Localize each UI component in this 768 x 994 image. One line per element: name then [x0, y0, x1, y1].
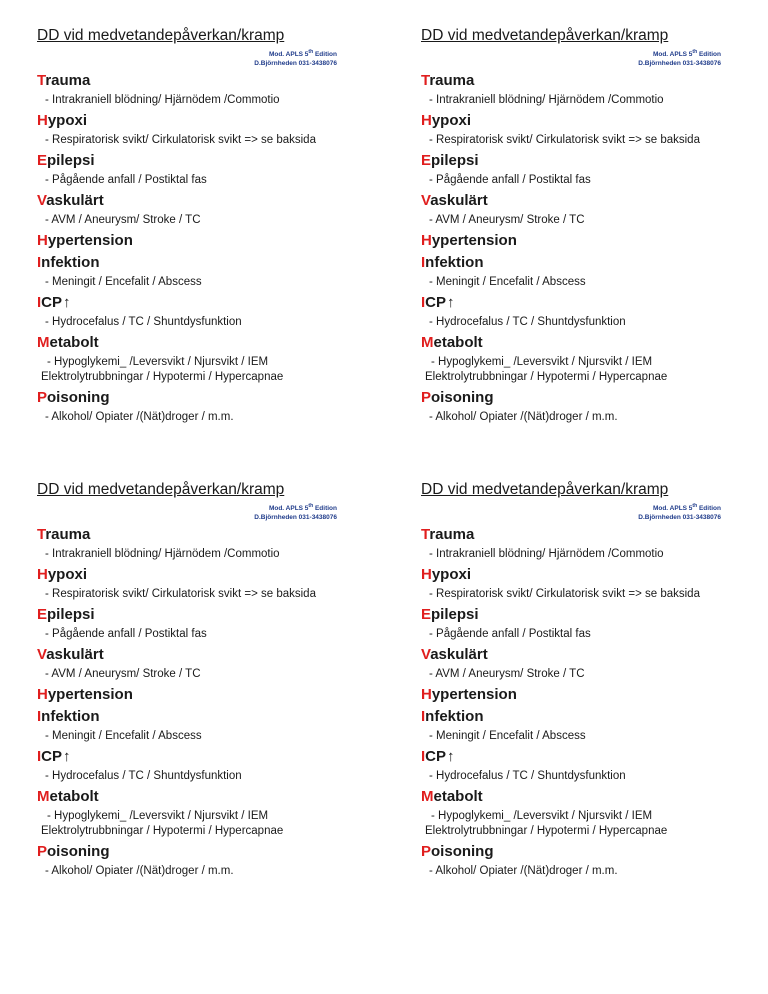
dd-heading — [37, 788, 377, 806]
dd-detail — [37, 315, 377, 330]
heading-text: oisoning — [431, 389, 494, 407]
arrow-up-icon: ↑ — [63, 748, 71, 766]
dd-heading — [421, 112, 761, 130]
detail-text-continued: Elektrolytrubbningar / Hypotermi / Hypercapnae — [425, 371, 668, 384]
dd-heading — [37, 566, 377, 584]
heading-text: ypertension — [431, 232, 517, 250]
heading-text: nfektion — [425, 254, 484, 272]
dd-card — [37, 480, 377, 879]
dd-detail — [37, 173, 377, 188]
heading-text: oisoning — [47, 843, 110, 861]
credit-edition — [421, 502, 721, 513]
credit-superscript: th — [308, 503, 314, 509]
card-title: DD vid medvetandepåverkan/kramp — [37, 481, 285, 498]
mnemonic-letter: I — [421, 748, 426, 766]
mnemonic-letter: M — [421, 334, 434, 352]
detail-text: - AVM / Aneurysm/ Stroke / TC — [45, 214, 201, 227]
credit-edition-suffix: Edition — [697, 51, 721, 59]
dd-heading — [37, 748, 377, 766]
detail-text: - Intrakraniell blödning/ Hjärnödem /Commotio — [45, 548, 280, 561]
dd-list — [421, 72, 761, 425]
detail-text: - Intrakraniell blödning/ Hjärnödem /Commotio — [429, 94, 664, 107]
dd-heading — [421, 606, 761, 624]
detail-text: - Hypoglykemi_ /Leversvikt / Njursvikt / IEM — [431, 356, 653, 369]
credit-superscript: th — [308, 49, 314, 55]
card-title: DD vid medvetandepåverkan/kramp — [421, 481, 669, 498]
dd-detail — [421, 410, 761, 425]
mnemonic-letter: I — [421, 254, 426, 272]
heading-text: CP — [425, 748, 447, 766]
mnemonic-letter: H — [421, 566, 432, 584]
detail-text: - Pågående anfall / Postiktal fas — [429, 174, 591, 187]
dd-heading — [421, 708, 761, 726]
heading-text: askulärt — [46, 192, 104, 210]
heading-text: ypertension — [47, 232, 133, 250]
detail-text: - Hydrocefalus / TC / Shuntdysfunktion — [429, 770, 626, 783]
dd-heading — [421, 254, 761, 272]
arrow-up-icon: ↑ — [447, 748, 455, 766]
dd-detail — [421, 275, 761, 290]
detail-text: - Alkohol/ Opiater /(Nät)droger / m.m. — [45, 865, 234, 878]
dd-card — [421, 26, 761, 425]
dd-heading — [421, 72, 761, 90]
detail-text: - Hypoglykemi_ /Leversvikt / Njursvikt / IEM — [47, 356, 269, 369]
mnemonic-letter: V — [37, 192, 47, 210]
detail-text: - Meningit / Encefalit / Abscess — [45, 276, 202, 289]
dd-heading — [37, 254, 377, 272]
detail-text: - Pågående anfall / Postiktal fas — [45, 174, 207, 187]
dd-heading — [421, 192, 761, 210]
detail-text: - Hypoglykemi_ /Leversvikt / Njursvikt / IEM — [431, 810, 653, 823]
dd-card — [37, 26, 377, 425]
dd-heading — [421, 566, 761, 584]
dd-detail — [37, 410, 377, 425]
detail-text: - Meningit / Encefalit / Abscess — [429, 730, 586, 743]
mnemonic-letter: I — [37, 294, 42, 312]
mnemonic-letter: T — [37, 526, 46, 544]
detail-text: - Respiratorisk svikt/ Cirkulatorisk svikt => se baksida — [45, 588, 316, 601]
dd-heading — [421, 843, 761, 861]
dd-card — [421, 480, 761, 879]
dd-detail — [421, 864, 761, 879]
heading-text: pilepsi — [431, 606, 479, 624]
dd-detail — [37, 864, 377, 879]
mnemonic-letter: P — [421, 843, 432, 861]
heading-text: ypertension — [431, 686, 517, 704]
detail-text: - Alkohol/ Opiater /(Nät)droger / m.m. — [429, 411, 618, 424]
dd-heading — [37, 112, 377, 130]
dd-detail — [421, 769, 761, 784]
heading-text: CP — [425, 294, 447, 312]
dd-heading — [421, 389, 761, 407]
credit-author: D.Björnheden 031-3438076 — [638, 514, 721, 522]
heading-text: nfektion — [41, 254, 100, 272]
dd-heading — [37, 232, 377, 250]
heading-text: CP — [41, 748, 63, 766]
detail-text: - Respiratorisk svikt/ Cirkulatorisk svikt => se baksida — [429, 588, 700, 601]
detail-text: - AVM / Aneurysm/ Stroke / TC — [429, 214, 585, 227]
dd-detail — [37, 275, 377, 290]
mnemonic-letter: E — [421, 152, 432, 170]
heading-text: etabolt — [49, 788, 99, 806]
detail-text: - Intrakraniell blödning/ Hjärnödem /Commotio — [429, 548, 664, 561]
heading-text: rauma — [45, 72, 91, 90]
dd-heading — [421, 788, 761, 806]
detail-text: - Pågående anfall / Postiktal fas — [45, 628, 207, 641]
mnemonic-letter: E — [37, 606, 48, 624]
mnemonic-letter: I — [421, 294, 426, 312]
dd-detail — [421, 315, 761, 330]
dd-heading — [37, 152, 377, 170]
detail-text: - Pågående anfall / Postiktal fas — [429, 628, 591, 641]
dd-heading — [37, 686, 377, 704]
mnemonic-letter: H — [421, 112, 432, 130]
heading-text: askulärt — [430, 192, 488, 210]
mnemonic-letter: H — [37, 566, 48, 584]
card-title: DD vid medvetandepåverkan/kramp — [421, 27, 669, 44]
card-title: DD vid medvetandepåverkan/kramp — [37, 27, 285, 44]
dd-heading — [421, 232, 761, 250]
detail-text: - Alkohol/ Opiater /(Nät)droger / m.m. — [429, 865, 618, 878]
detail-text-continued: Elektrolytrubbningar / Hypotermi / Hypercapnae — [425, 825, 668, 838]
heading-text: rauma — [429, 72, 475, 90]
dd-detail — [421, 547, 761, 562]
detail-text: - Hydrocefalus / TC / Shuntdysfunktion — [45, 770, 242, 783]
detail-text: - Hydrocefalus / TC / Shuntdysfunktion — [45, 316, 242, 329]
dd-detail — [421, 133, 761, 148]
detail-text: - Hydrocefalus / TC / Shuntdysfunktion — [429, 316, 626, 329]
dd-heading — [421, 526, 761, 544]
dd-detail — [37, 809, 377, 839]
credit-edition-suffix: Edition — [313, 505, 337, 513]
heading-text: pilepsi — [47, 152, 95, 170]
mnemonic-letter: H — [37, 686, 48, 704]
dd-detail — [37, 213, 377, 228]
mnemonic-letter: H — [37, 232, 48, 250]
heading-text: ypoxi — [47, 112, 88, 130]
mnemonic-letter: T — [421, 526, 430, 544]
mnemonic-letter: V — [37, 646, 47, 664]
dd-detail — [421, 667, 761, 682]
dd-detail — [37, 547, 377, 562]
dd-detail — [421, 627, 761, 642]
dd-detail — [421, 213, 761, 228]
dd-heading — [37, 646, 377, 664]
heading-text: askulärt — [46, 646, 104, 664]
credit-edition-text: Mod. APLS 5 — [652, 51, 693, 59]
arrow-up-icon: ↑ — [447, 294, 455, 312]
detail-text-continued: Elektrolytrubbningar / Hypotermi / Hypercapnae — [41, 371, 284, 384]
heading-text: pilepsi — [47, 606, 95, 624]
dd-detail — [37, 729, 377, 744]
dd-detail — [37, 93, 377, 108]
dd-heading — [37, 192, 377, 210]
credit-author: D.Björnheden 031-3438076 — [638, 60, 721, 68]
heading-text: etabolt — [433, 334, 483, 352]
credit-author: D.Björnheden 031-3438076 — [254, 514, 337, 522]
credit-edition — [37, 48, 337, 59]
heading-text: nfektion — [425, 708, 484, 726]
mnemonic-letter: M — [37, 334, 50, 352]
detail-text: - Alkohol/ Opiater /(Nät)droger / m.m. — [45, 411, 234, 424]
heading-text: oisoning — [431, 843, 494, 861]
mnemonic-letter: T — [37, 72, 46, 90]
dd-detail — [37, 627, 377, 642]
credit-author: D.Björnheden 031-3438076 — [254, 60, 337, 68]
dd-list — [37, 72, 377, 425]
heading-text: ypoxi — [47, 566, 88, 584]
dd-heading — [421, 686, 761, 704]
detail-text: - AVM / Aneurysm/ Stroke / TC — [45, 668, 201, 681]
heading-text: ypoxi — [431, 112, 472, 130]
dd-detail — [37, 769, 377, 784]
credit-edition — [421, 48, 721, 59]
mnemonic-letter: I — [37, 254, 42, 272]
dd-detail — [37, 667, 377, 682]
credit-edition-text: Mod. APLS 5 — [268, 505, 309, 513]
dd-heading — [37, 294, 377, 312]
heading-text: ypertension — [47, 686, 133, 704]
dd-heading — [37, 389, 377, 407]
dd-heading — [37, 843, 377, 861]
mnemonic-letter: E — [421, 606, 432, 624]
dd-heading — [421, 152, 761, 170]
dd-list — [421, 526, 761, 879]
credit-block — [421, 48, 721, 68]
dd-heading — [37, 708, 377, 726]
dd-detail — [37, 133, 377, 148]
heading-text: etabolt — [49, 334, 99, 352]
dd-list — [37, 526, 377, 879]
mnemonic-letter: P — [37, 843, 48, 861]
mnemonic-letter: I — [421, 708, 426, 726]
dd-detail — [421, 587, 761, 602]
mnemonic-letter: T — [421, 72, 430, 90]
dd-detail — [37, 587, 377, 602]
heading-text: oisoning — [47, 389, 110, 407]
dd-detail — [421, 355, 761, 385]
mnemonic-letter: I — [37, 748, 42, 766]
heading-text: rauma — [429, 526, 475, 544]
credit-edition-text: Mod. APLS 5 — [652, 505, 693, 513]
credit-block — [37, 502, 337, 522]
credit-edition-suffix: Edition — [313, 51, 337, 59]
detail-text-continued: Elektrolytrubbningar / Hypotermi / Hypercapnae — [41, 825, 284, 838]
mnemonic-letter: I — [37, 708, 42, 726]
detail-text: - Meningit / Encefalit / Abscess — [45, 730, 202, 743]
heading-text: CP — [41, 294, 63, 312]
dd-heading — [421, 294, 761, 312]
heading-text: nfektion — [41, 708, 100, 726]
mnemonic-letter: E — [37, 152, 48, 170]
mnemonic-letter: P — [37, 389, 48, 407]
credit-block — [421, 502, 721, 522]
mnemonic-letter: H — [421, 232, 432, 250]
mnemonic-letter: P — [421, 389, 432, 407]
dd-heading — [37, 526, 377, 544]
heading-text: rauma — [45, 526, 91, 544]
mnemonic-letter: M — [37, 788, 50, 806]
dd-detail — [421, 173, 761, 188]
mnemonic-letter: V — [421, 192, 431, 210]
heading-text: etabolt — [433, 788, 483, 806]
dd-detail — [37, 355, 377, 385]
credit-edition-suffix: Edition — [697, 505, 721, 513]
detail-text: - Meningit / Encefalit / Abscess — [429, 276, 586, 289]
credit-block — [37, 48, 337, 68]
credit-edition-text: Mod. APLS 5 — [268, 51, 309, 59]
mnemonic-letter: M — [421, 788, 434, 806]
mnemonic-letter: H — [421, 686, 432, 704]
detail-text: - Respiratorisk svikt/ Cirkulatorisk svikt => se baksida — [45, 134, 316, 147]
mnemonic-letter: H — [37, 112, 48, 130]
credit-superscript: th — [692, 49, 698, 55]
detail-text: - Respiratorisk svikt/ Cirkulatorisk svikt => se baksida — [429, 134, 700, 147]
dd-heading — [37, 334, 377, 352]
dd-detail — [421, 809, 761, 839]
dd-detail — [421, 729, 761, 744]
dd-heading — [421, 334, 761, 352]
arrow-up-icon: ↑ — [63, 294, 71, 312]
dd-heading — [421, 748, 761, 766]
dd-detail — [421, 93, 761, 108]
mnemonic-letter: V — [421, 646, 431, 664]
dd-heading — [37, 606, 377, 624]
heading-text: askulärt — [430, 646, 488, 664]
detail-text: - AVM / Aneurysm/ Stroke / TC — [429, 668, 585, 681]
heading-text: ypoxi — [431, 566, 472, 584]
credit-superscript: th — [692, 503, 698, 509]
heading-text: pilepsi — [431, 152, 479, 170]
credit-edition — [37, 502, 337, 513]
detail-text: - Intrakraniell blödning/ Hjärnödem /Commotio — [45, 94, 280, 107]
dd-heading — [421, 646, 761, 664]
detail-text: - Hypoglykemi_ /Leversvikt / Njursvikt / IEM — [47, 810, 269, 823]
dd-heading — [37, 72, 377, 90]
